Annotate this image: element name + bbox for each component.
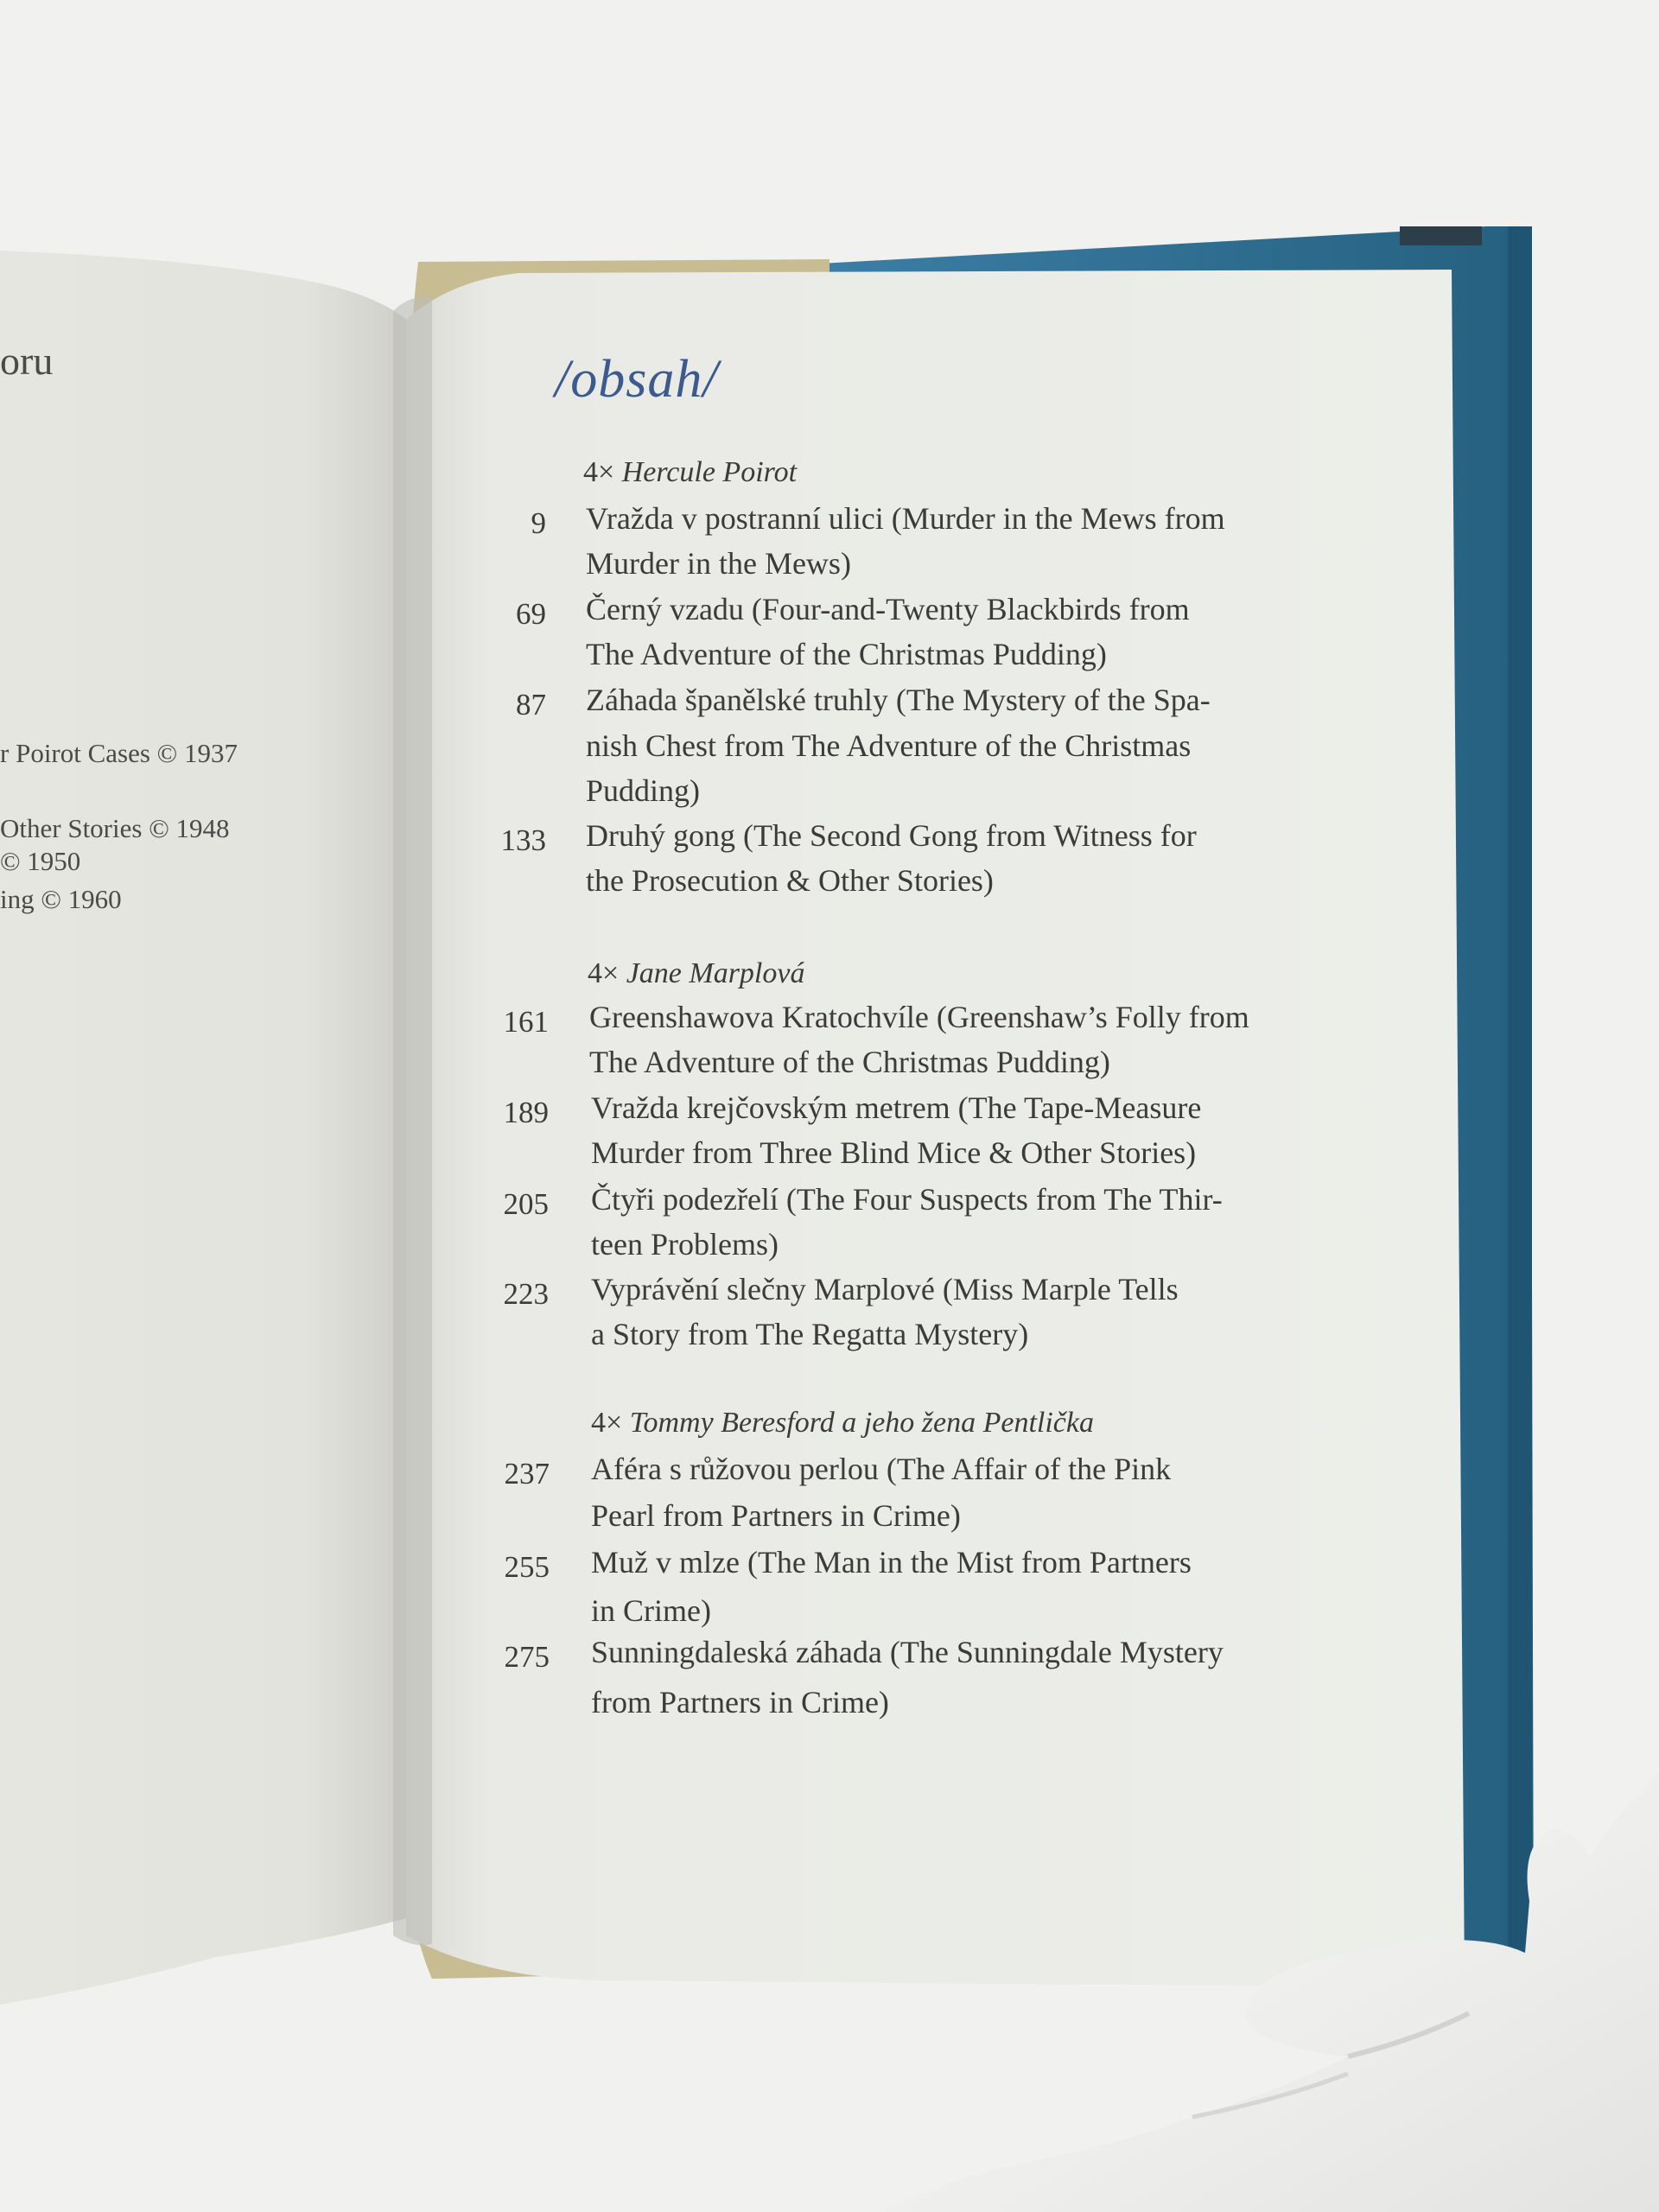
left-page-line: r Poirot Cases © 1937 xyxy=(0,738,238,768)
entry-line: Pudding) xyxy=(586,773,701,808)
entry-line: Černý vzadu (Four-and-Twenty Blackbirds from xyxy=(586,592,1190,626)
entry-line: The Adventure of the Christmas Pudding) xyxy=(589,1045,1110,1079)
cover-corner xyxy=(1400,226,1482,245)
section-count: 4× xyxy=(591,1407,623,1439)
entry-line: Murder in the Mews) xyxy=(586,546,851,581)
entry-line: Muž v mlze (The Man in the Mist from Partners xyxy=(591,1545,1192,1580)
entry-line: The Adventure of the Christmas Pudding) xyxy=(586,637,1107,671)
section-heading-beresford xyxy=(591,1408,1094,1438)
entry-line: Vyprávění slečny Marplové (Miss Marple Tells xyxy=(591,1272,1179,1306)
entry-line: a Story from The Regatta Mystery) xyxy=(591,1317,1029,1351)
entry-line: in Crime) xyxy=(591,1593,711,1628)
contents-title: /obsah/ xyxy=(555,350,719,409)
entry-page-number: 205 xyxy=(503,1187,549,1221)
entry-page-number: 255 xyxy=(504,1550,550,1584)
entry-page-number: 87 xyxy=(516,688,546,721)
entry-page-number: 133 xyxy=(500,823,546,857)
entry-page-number: 237 xyxy=(504,1457,550,1491)
entry-line: Aféra s růžovou perlou (The Affair of the Pink xyxy=(591,1452,1172,1486)
entry-line: the Prosecution & Other Stories) xyxy=(586,863,994,898)
entry-page-number: 9 xyxy=(531,506,546,540)
entry-line: Murder from Three Blind Mice & Other Stories) xyxy=(591,1135,1197,1170)
section-name: Jane Marplová xyxy=(626,957,805,989)
entry-page-number: 189 xyxy=(503,1096,549,1129)
entry-line: from Partners in Crime) xyxy=(591,1685,889,1719)
left-page-line: ing © 1960 xyxy=(0,884,122,914)
left-page-line: Other Stories © 1948 xyxy=(0,813,230,843)
entry-line: Druhý gong (The Second Gong from Witness for xyxy=(586,818,1197,853)
entry-line: Sunningdaleská záhada (The Sunningdale Mystery xyxy=(591,1635,1224,1669)
entry-page-number: 223 xyxy=(503,1277,549,1311)
left-page-line: © 1950 xyxy=(0,846,81,876)
cover-edge xyxy=(1508,226,1532,1989)
section-heading-poirot xyxy=(583,458,797,487)
entry-line: teen Problems) xyxy=(591,1227,779,1262)
gutter-shadow xyxy=(393,297,432,1945)
left-page-heading: oru xyxy=(0,339,54,383)
entry-line: Greenshawova Kratochvíle (Greenshaw’s Folly from xyxy=(589,1000,1249,1034)
section-name: Hercule Poirot xyxy=(621,456,798,488)
section-count: 4× xyxy=(583,456,615,488)
entry-page-number: 69 xyxy=(516,597,546,631)
entry-line: Záhada španělské truhly (The Mystery of the Spa- xyxy=(586,683,1211,717)
entry-page-number: 161 xyxy=(503,1005,549,1039)
entry-line: Čtyři podezřelí (The Four Suspects from The Thir- xyxy=(591,1182,1223,1217)
entry-line: Vražda krejčovským metrem (The Tape-Measure xyxy=(591,1090,1202,1125)
entry-page-number: 275 xyxy=(504,1640,550,1674)
section-heading-marple xyxy=(588,959,804,988)
entry-line: nish Chest from The Adventure of the Christmas xyxy=(586,728,1192,763)
section-name: Tommy Beresford a jeho žena Pentlička xyxy=(629,1407,1094,1439)
entry-line: Vražda v postranní ulici (Murder in the Mews from xyxy=(586,501,1225,536)
entry-line: Pearl from Partners in Crime) xyxy=(591,1498,961,1533)
left-page xyxy=(0,251,406,2005)
section-count: 4× xyxy=(588,957,620,989)
